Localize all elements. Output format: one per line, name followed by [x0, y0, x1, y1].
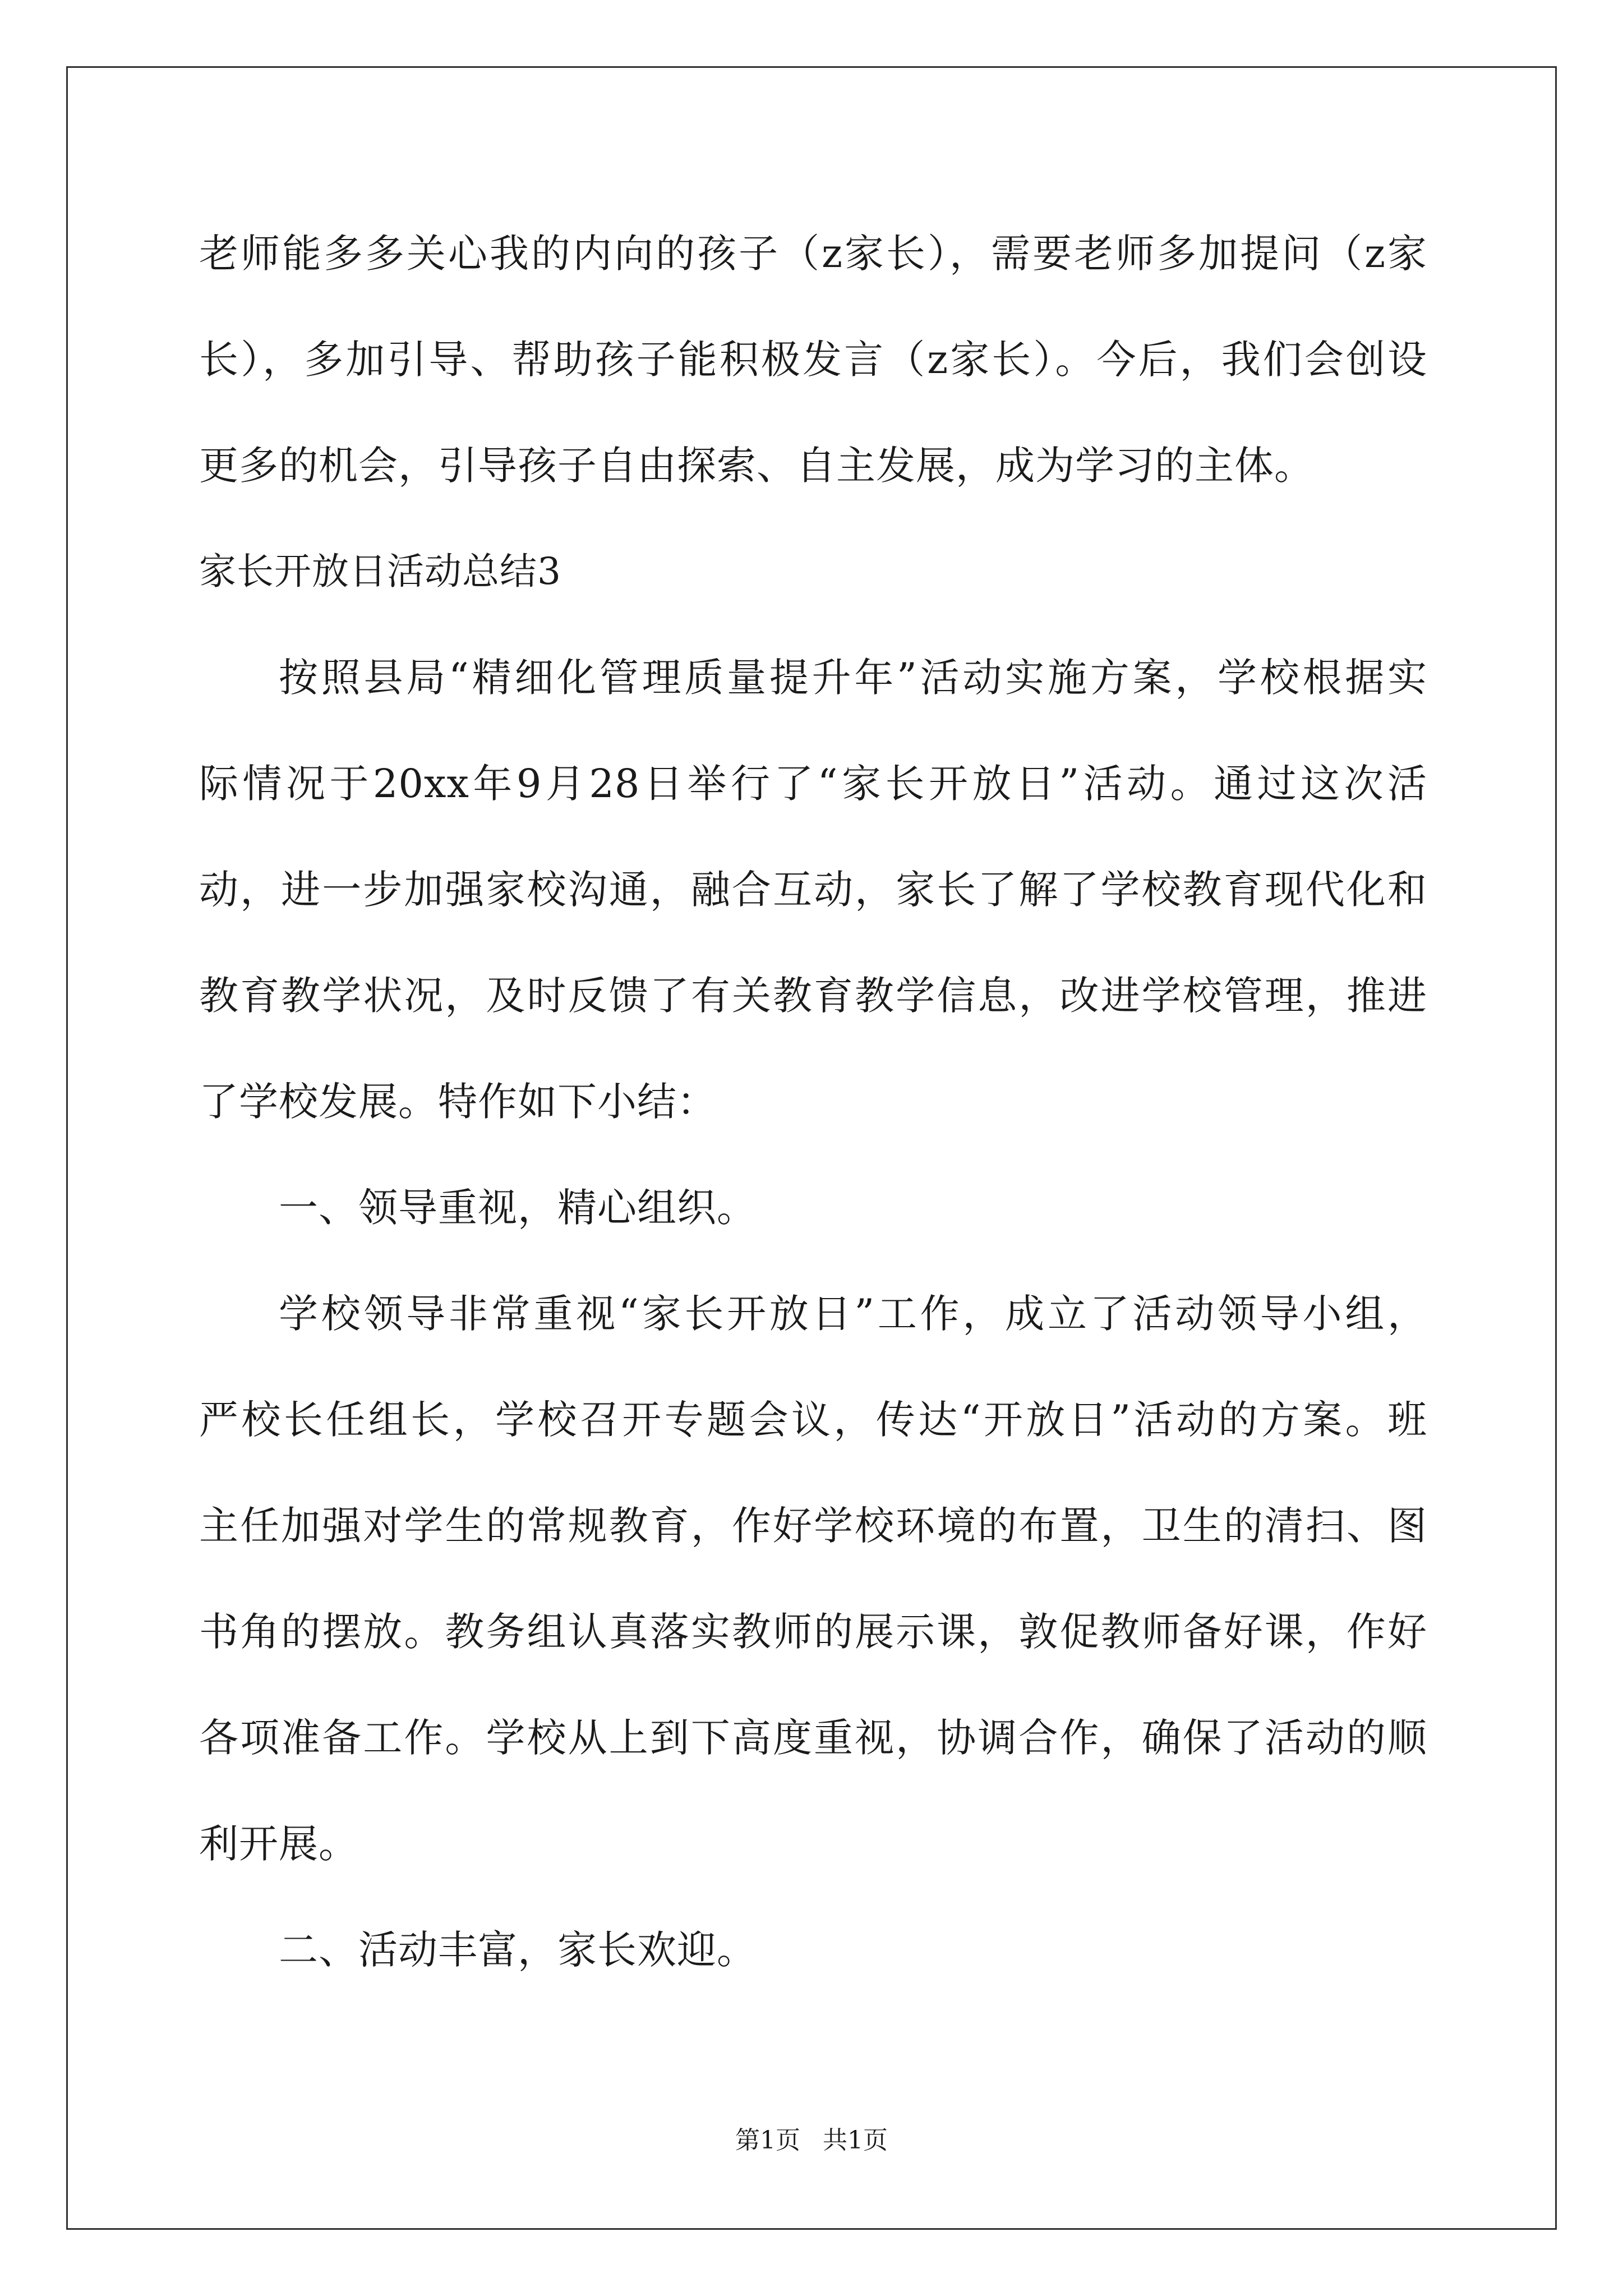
text-line: 更多的机会，引导孩子自由探索、自主发展，成为学习的主体。 — [199, 443, 1314, 489]
section-heading: 家长开放日活动总结3 — [199, 550, 561, 593]
text-line: 利开展。 — [199, 1821, 358, 1867]
page-number-current: 第1页 — [735, 2126, 800, 2155]
text-line: 严校长任组长，学校召开专题会议，传达“开放日”活动的方案。班 — [199, 1397, 1427, 1443]
text-line: 按照县局“精细化管理质量提升年”活动实施方案，学校根据实 — [279, 655, 1427, 701]
text-line: 际情况于20xx年9月28日举行了“家长开放日”活动。通过这次活 — [199, 761, 1427, 807]
page-number-total: 共1页 — [823, 2126, 888, 2155]
text-line: 了学校发展。特作如下小结： — [199, 1079, 717, 1125]
document-body — [199, 209, 1427, 2011]
text-line: 动，进一步加强家校沟通，融合互动，家长了解了学校教育现代化和 — [199, 867, 1427, 913]
text-line: 书角的摆放。教务组认真落实教师的展示课，敦促教师备好课，作好 — [199, 1609, 1427, 1655]
page-footer — [0, 2125, 1623, 2156]
subheading-line: 二、活动丰富，家长欢迎。 — [279, 1927, 757, 1973]
text-line: 教育教学状况，及时反馈了有关教育教学信息，改进学校管理，推进 — [199, 973, 1427, 1019]
text-line: 学校领导非常重视“家长开放日”工作，成立了活动领导小组， — [279, 1291, 1427, 1337]
subheading-line: 一、领导重视，精心组织。 — [279, 1185, 757, 1231]
text-line: 长），多加引导、帮助孩子能积极发言（z家长）。今后，我们会创设 — [199, 337, 1427, 383]
text-line: 各项准备工作。学校从上到下高度重视，协调合作，确保了活动的顺 — [199, 1715, 1427, 1761]
text-line: 老师能多多关心我的内向的孩子（z家长），需要老师多加提问（z家 — [199, 231, 1427, 277]
text-line: 主任加强对学生的常规教育，作好学校环境的布置，卫生的清扫、图 — [199, 1503, 1427, 1549]
